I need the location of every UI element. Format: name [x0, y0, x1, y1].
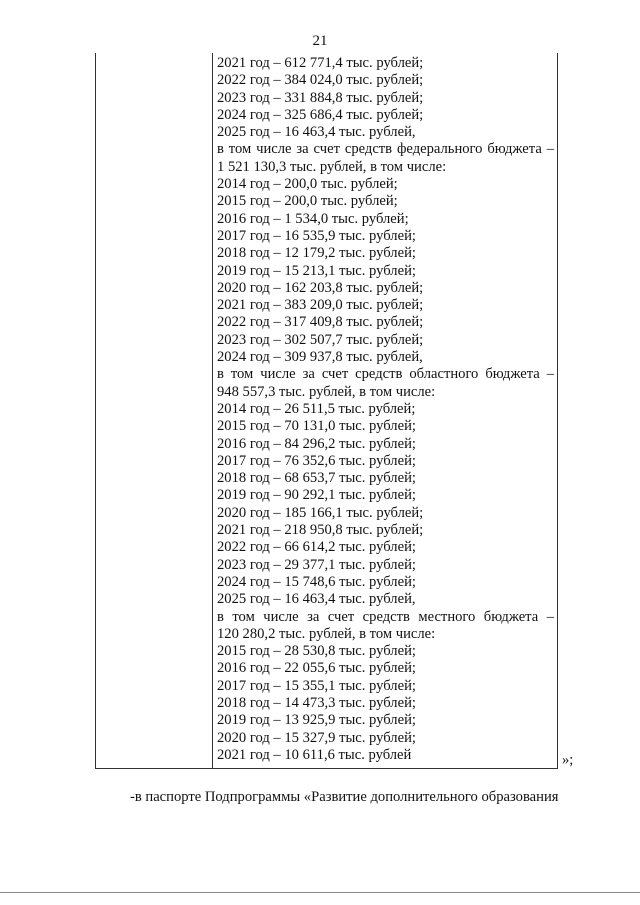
- budget-line: в том числе за счет средств местного бюджета –: [217, 608, 554, 625]
- budget-line: 2020 год – 185 166,1 тыс. рублей;: [217, 504, 424, 521]
- budget-line: 2021 год – 218 950,8 тыс. рублей;: [217, 522, 424, 539]
- budget-line: 2024 год – 309 937,8 тыс. рублей,: [217, 349, 423, 366]
- budget-line: 2017 год – 16 535,9 тыс. рублей;: [217, 227, 416, 244]
- budget-line: 2019 год – 13 925,9 тыс. рублей;: [217, 712, 416, 729]
- budget-line: 1 521 130,3 тыс. рублей, в том числе:: [217, 158, 447, 175]
- budget-line: 2023 год – 302 507,7 тыс. рублей;: [217, 331, 424, 348]
- budget-line: 120 280,2 тыс. рублей, в том числе:: [217, 625, 436, 642]
- budget-line: 2022 год – 384 024,0 тыс. рублей;: [217, 72, 424, 89]
- budget-line: 2016 год – 1 534,0 тыс. рублей;: [217, 210, 409, 227]
- footer-rule: [0, 892, 640, 893]
- budget-line: 2021 год – 10 611,6 тыс. рублей: [217, 746, 412, 763]
- budget-line: в том числе за счет средств федерального бюджета –: [217, 141, 554, 158]
- closing-quote-mark: »;: [562, 752, 574, 768]
- budget-line: 2014 год – 26 511,5 тыс. рублей;: [217, 400, 416, 417]
- budget-line: 2017 год – 76 352,6 тыс. рублей;: [217, 452, 416, 469]
- budget-line: 2016 год – 84 296,2 тыс. рублей;: [217, 435, 416, 452]
- budget-line: 2019 год – 15 213,1 тыс. рублей;: [217, 262, 416, 279]
- passport-paragraph: -в паспорте Подпрограммы «Развитие дополнительного образования: [130, 789, 559, 805]
- budget-line: 2021 год – 383 209,0 тыс. рублей;: [217, 297, 424, 314]
- budget-line: 2018 год – 14 473,3 тыс. рублей;: [217, 694, 416, 711]
- page-number: 21: [312, 33, 328, 49]
- budget-line: в том числе за счет средств областного бюджета –: [217, 366, 554, 383]
- budget-line: 2024 год – 325 686,4 тыс. рублей;: [217, 106, 424, 123]
- budget-line: 2019 год – 90 292,1 тыс. рублей;: [217, 487, 416, 504]
- budget-line: 2015 год – 70 131,0 тыс. рублей;: [217, 418, 416, 435]
- budget-line: 2017 год – 15 355,1 тыс. рублей;: [217, 677, 416, 694]
- budget-line: 2024 год – 15 748,6 тыс. рублей;: [217, 573, 416, 590]
- budget-line: 2014 год – 200,0 тыс. рублей;: [217, 176, 398, 193]
- budget-line: 2025 год – 16 463,4 тыс. рублей,: [217, 124, 416, 141]
- budget-line: 2020 год – 162 203,8 тыс. рублей;: [217, 279, 424, 296]
- budget-line: 2015 год – 28 530,8 тыс. рублей;: [217, 643, 416, 660]
- budget-line: 948 557,3 тыс. рублей, в том числе:: [217, 383, 436, 400]
- budget-line: 2020 год – 15 327,9 тыс. рублей;: [217, 729, 416, 746]
- budget-line: 2023 год – 331 884,8 тыс. рублей;: [217, 89, 424, 106]
- budget-line: 2023 год – 29 377,1 тыс. рублей;: [217, 556, 416, 573]
- budget-line: 2022 год – 66 614,2 тыс. рублей;: [217, 539, 416, 556]
- table-column-divider: [212, 53, 213, 769]
- budget-line: 2022 год – 317 409,8 тыс. рублей;: [217, 314, 424, 331]
- budget-line: 2021 год – 612 771,4 тыс. рублей;: [217, 55, 424, 71]
- budget-line: 2025 год – 16 463,4 тыс. рублей,: [217, 591, 416, 608]
- budget-cell-text: [217, 55, 554, 764]
- budget-line: 2018 год – 12 179,2 тыс. рублей;: [217, 245, 416, 262]
- budget-line: 2018 год – 68 653,7 тыс. рублей;: [217, 470, 416, 487]
- budget-line: 2015 год – 200,0 тыс. рублей;: [217, 193, 398, 210]
- budget-line: 2016 год – 22 055,6 тыс. рублей;: [217, 660, 416, 677]
